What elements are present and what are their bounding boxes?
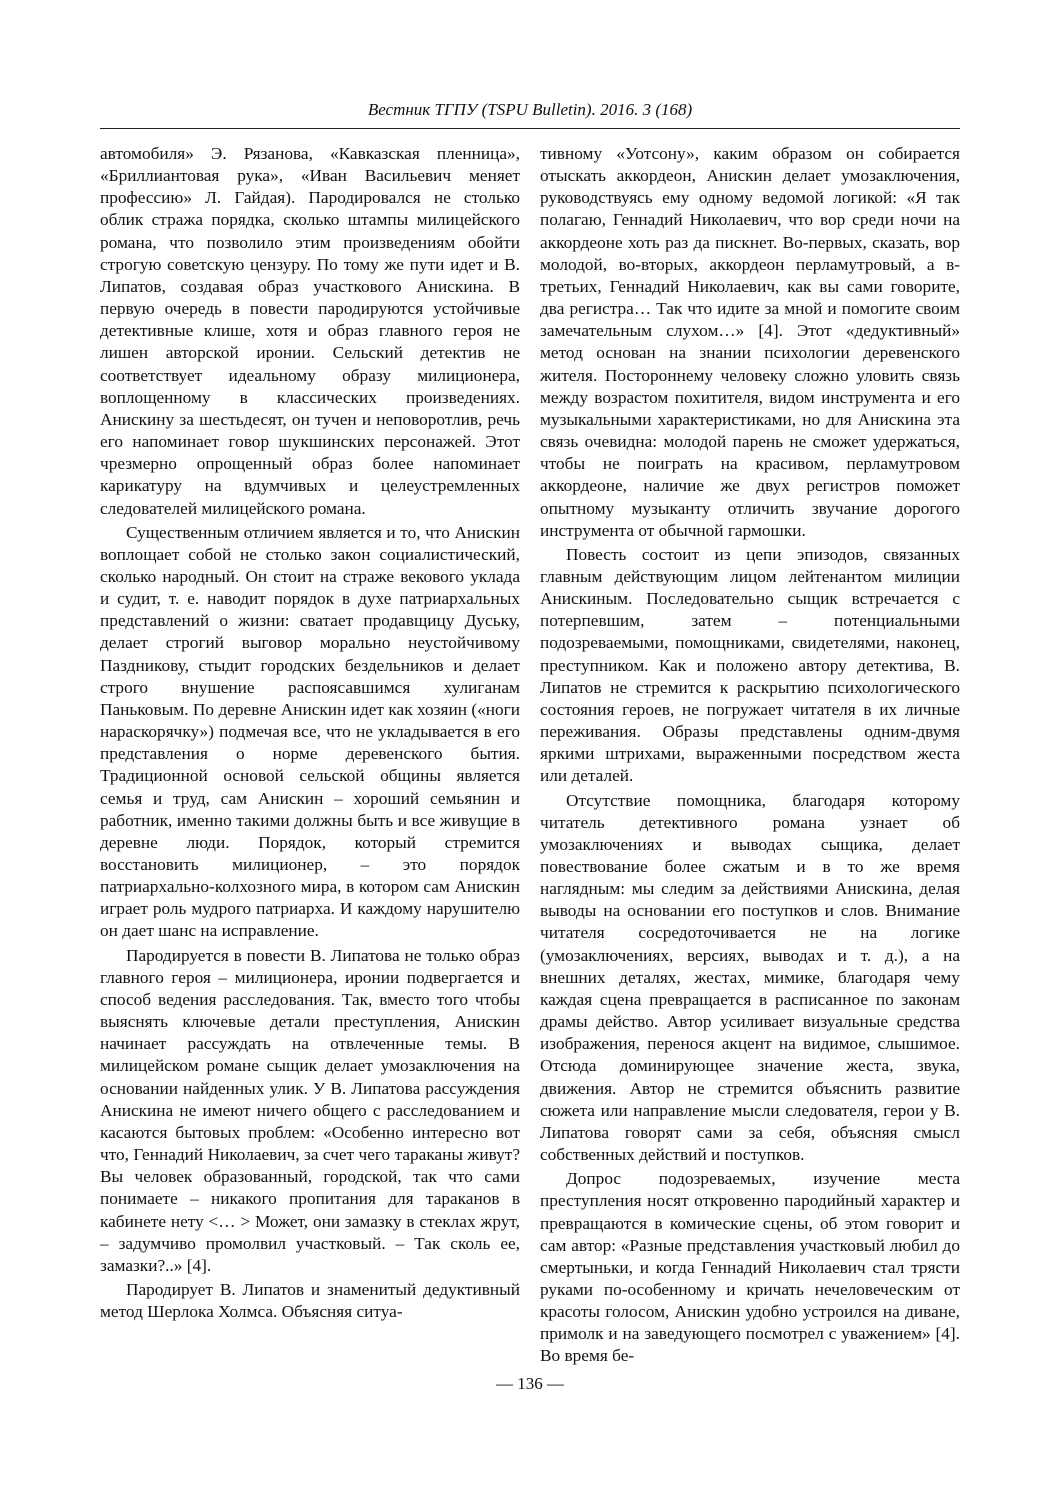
page-number: — 136 — [496,1374,564,1393]
paragraph: Допрос подозреваемых, изучение места преступления носят откровенно пародийный характер и превращаются в комические сцены, об этом говорит и сам автор: «Разные представления участковый любил до смертыньки, и когда Геннадий Николаевич стал трясти руками по-особенному и кричать нечеловеческим от красоты голосом, Анискин удобно устроился на диване, примолк и на заведующего посмотрел с уважением» [4]. Во время бе- [540,1169,960,1366]
paragraph: Пародируется в повести В. Липатова не только образ главного героя – милиционера, иронии подвергается и способ ведения расследования. Так, вместо того чтобы выяснять ключевые детали преступления, Анискин начинает рассуждать на отвлеченные темы. В милицейском романе сыщик делает умозаключения на основании найденных улик. У В. Липатова рассуждения Анискина не имеют ничего общего с расследованием и касаются бытовых проблем: «Особенно интересно вот что, Геннадий Николаевич, за счет чего тараканы живут? Вы человек образованный, городской, так что сами понимаете – никакого пропитания для тараканов в кабинете нету <… > Может, они замазку в стеклах жрут, – задумчиво промолвил участковый. – Так сколь ее, замазки?..» [4]. [100,945,520,1275]
paragraph: Пародирует В. Липатов и знаменитый дедуктивный метод Шерлока Холмса. Объясняя ситуа- [100,1279,520,1322]
paragraph: тивному «Уотсону», каким образом он собирается отыскать аккордеон, Анискин делает умозаключения, руководствуясь ему одному ведомой логикой: «Я так полагаю, Геннадий Николаевич, что вор среди ночи на аккордеоне хоть раз да пискнет. Во-первых, сказать, вор молодой, во-вторых, аккордеон перламутровый, а в-третьих, Геннадий Николаевич, как вы сами говорите, два регистра… Так что идите за мной и помогите своим замечательным слухом…» [4]. Этот «дедуктивный» метод основан на знании психологии деревенского жителя. Постороннему человеку сложно уловить связь между возрастом похитителя, видом инструмента и его музыкальными характеристиками, но для Анискина эта связь очевидна: молодой парень не сможет удержаться, чтобы не поиграть на красивом, перламутровом аккордеоне, наличие же двух регистров поможет опытному музыканту отличить звучание дорогого инструмента от обычной гармошки. [540,144,960,540]
right-column [540,143,960,1368]
paragraph: Отсутствие помощника, благодаря которому читатель детективного романа узнает об умозаключениях и выводах сыщика, делает повествование более сжатым и в то же время наглядным: мы следим за действиями Анискина, делая выводы на основании его поступков и слов. Внимание читателя сосредоточивается не на логике (умозаключениях, версиях, выводах и т. д.), а на внешних деталях, жестах, мимике, благодаря чему каждая сцена превращается в расписанное по законам драмы действо. Автор усиливает визуальные средства изображения, перенося акцент на видимое, слышимое. Отсюда доминирующее значение жеста, звука, движения. Автор не стремится объяснить развитие сюжета или направление мысли следователя, герои у В. Липатова говорят сами за себя, объясняя смысл собственных действий и поступков. [540,790,960,1165]
paragraph: Повесть состоит из цепи эпизодов, связанных главным действующим лицом лейтенантом милиции Анискиным. Последовательно сыщик встречается с потерпевшим, затем – потенциальными подозреваемыми, помощниками, свидетелями, наконец, преступником. Как и положено автору детектива, В. Липатов не стремится к раскрытию психологического состояния героев, не погружает читателя в их личные переживания. Образы представлены одним-двумя яркими штрихами, выраженными посредством жеста или деталей. [540,544,960,786]
paragraph: автомобиля» Э. Рязанова, «Кавказская пленница», «Бриллиантовая рука», «Иван Васильевич меняет профессию» Л. Гайдая). Пародировался не столько облик стража порядка, сколько штампы милицейского романа, что позволило этим произведениям обойти строгую советскую цензуру. По тому же пути идет и В. Липатов, создавая образ участкового Анискина. В первую очередь в повести пародируются устойчивые детективные клише, хотя и образ главного героя не лишен авторской иронии. Сельский детектив не соответствует идеальному образу милиционера, воплощенному в классических произведениях. Анискину за шестьдесят, он тучен и неповоротлив, речь его напоминает говор шукшинских персонажей. Этот чрезмерно опрощенный образ более напоминает карикатуру на вдумчивых и целеустремленных следователей милицейского романа. [100,144,520,518]
paragraph: Существенным отличием является и то, что Анискин воплощает собой не столько закон социалистический, сколько народный. Он стоит на страже векового уклада и судит, т. е. наводит порядок в духе патриархальных представлений о жизни: сватает продавщицу Дуську, делает строгий выговор морально неустойчивому Паздникову, стыдит городских бездельников и делает строго внушение распоясавшимся хулиганам Паньковым. По деревне Анискин идет как хозяин («ноги нараскорячку») подмечая все, что не укладывается в его представления о норме деревенского бытия. Традиционной основой сельской общины является семья и труд, сам Анискин – хороший семьянин и работник, именно такими должны быть и все живущие в деревне люди. Порядок, который стремится восстановить милиционер, – это порядок патриархально-колхозного мира, в котором сам Анискин играет роль мудрого патриарха. И каждому нарушителю он дает шанс на исправление. [100,522,520,941]
header-rule [100,128,960,129]
left-column [100,143,520,1323]
running-header: Вестник ТГПУ (TSPU Bulletin). 2016. 3 (168) [367,100,693,119]
